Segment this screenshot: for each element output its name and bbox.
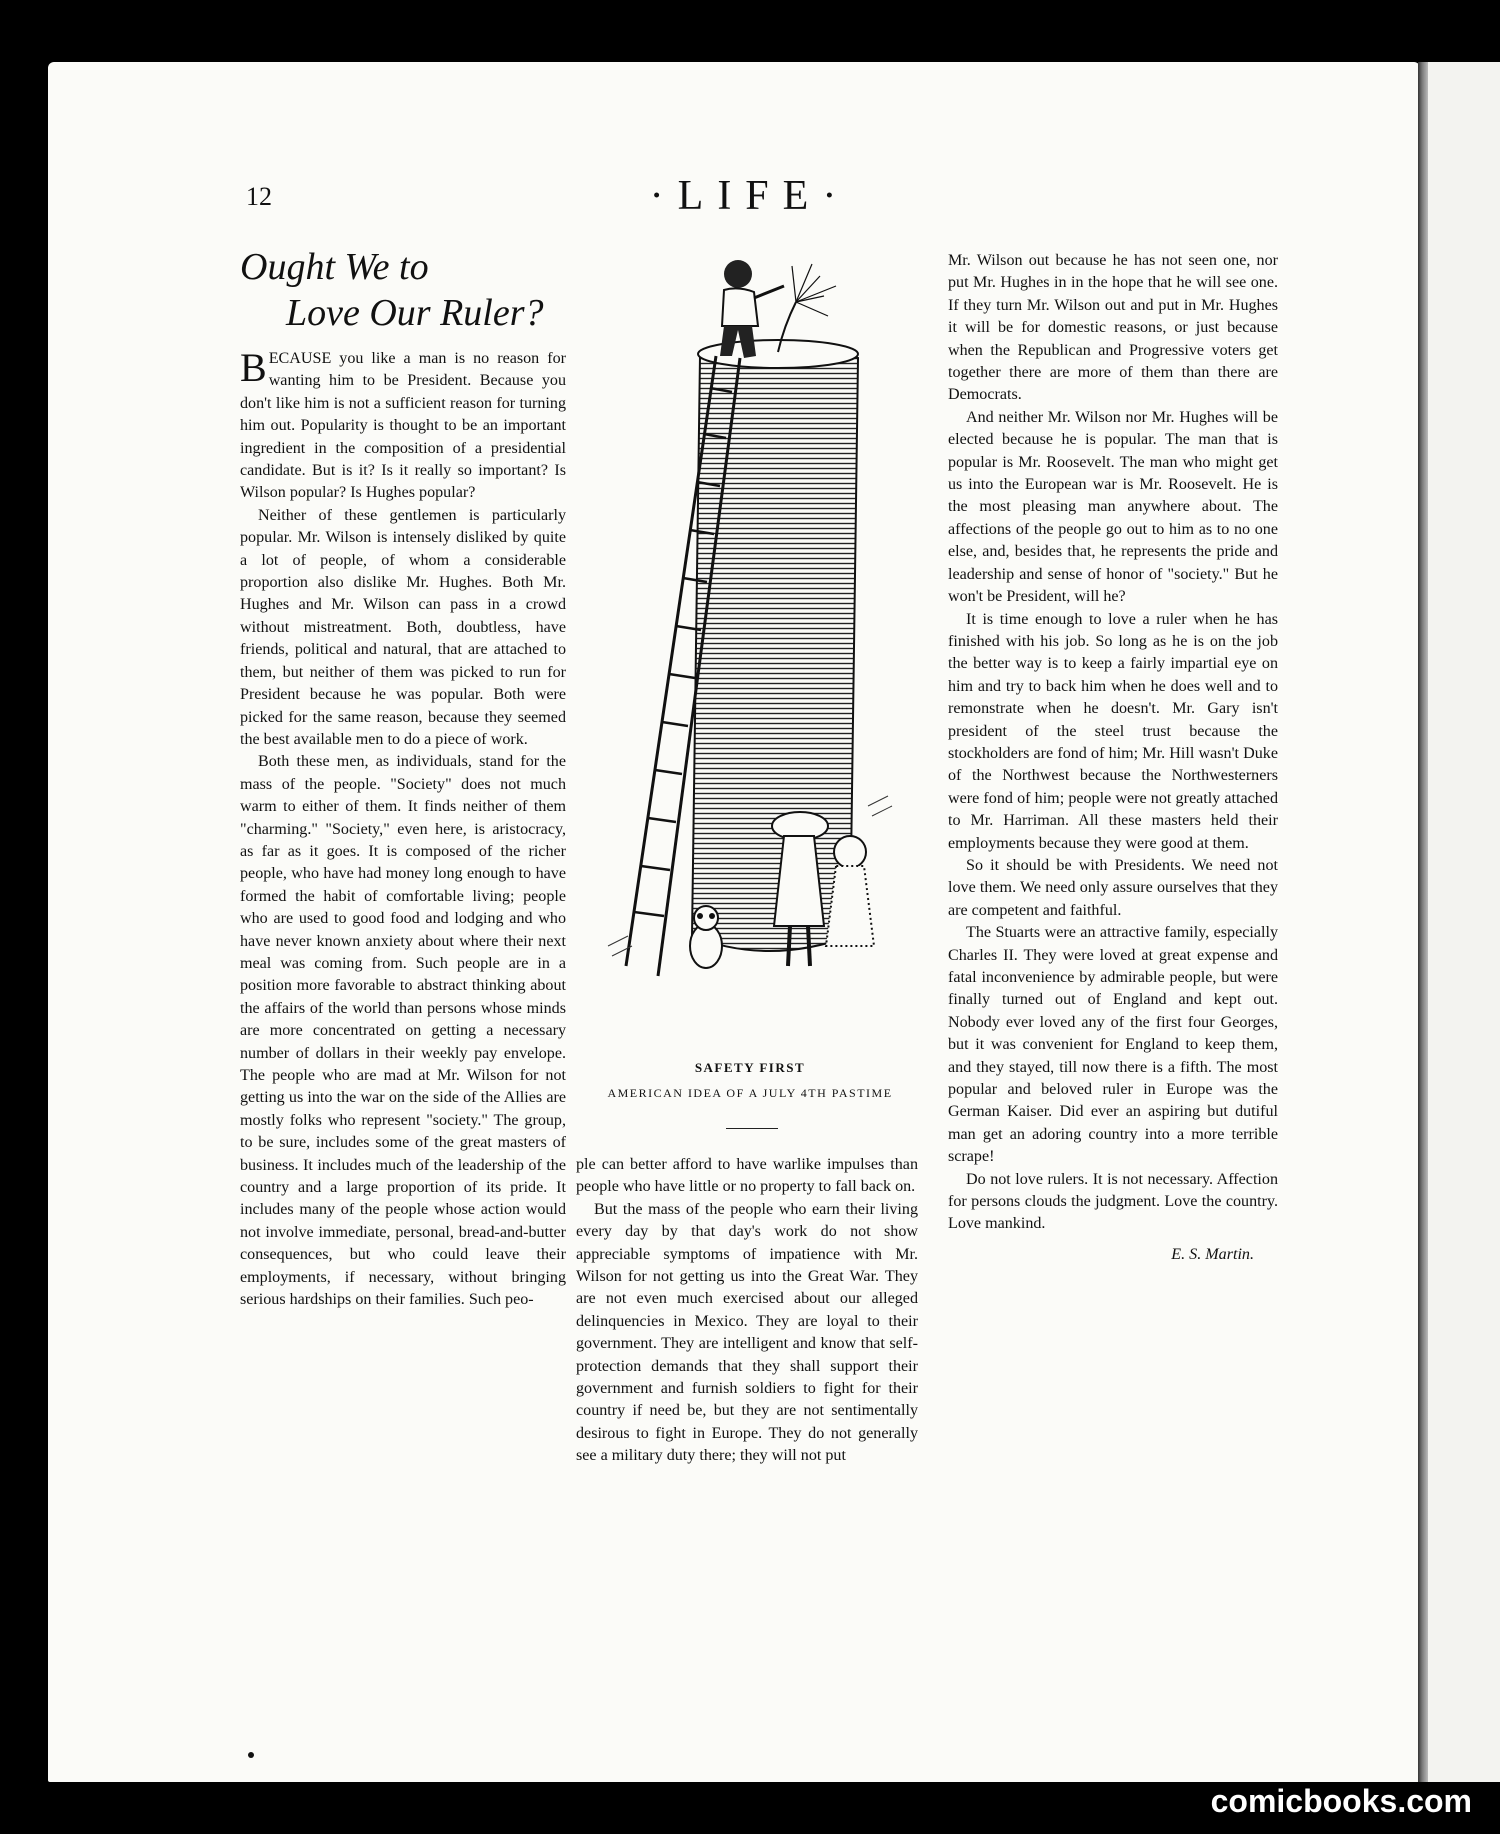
adjacent-page-edge [1428, 62, 1500, 1782]
paragraph: So it should be with Presidents. We need not love them. We need only assure ourselves that they are competent and faithful. [948, 856, 1278, 919]
article-title [240, 244, 566, 336]
column-1 [240, 244, 566, 1311]
drop-cap: B [240, 345, 267, 390]
paragraph: And neither Mr. Wilson nor Mr. Hughes will be elected because he is popular. The man that is popular is Mr. Roosevelt. The man who might get us into the European war is Mr. Roosevelt. He is the most pleasing man anywhere about. The affections of the people go out to him as to no one else, and, besides that, he represents the pride and leadership and sense of honor of "society." But he won't be President, will he? [948, 408, 1278, 606]
paragraph: But the mass of the people who earn their living every day by that day's work do not show appreciable symptoms of impatience with Mr. Wilson for not getting us into the Great War. They are not even much exercised about our alleged delinquencies in Mexico. They are loyal to their government. They are intelligent and know that self-protection demands that they shall support their government and furnish soldiers to fight for their country if need be, but they are not sentimentally desirous to fight in Europe. They do not generally see a military duty there; they will not put [576, 1200, 918, 1465]
section-rule [726, 1128, 778, 1129]
magazine-title: ·LIFE· [649, 173, 851, 219]
paragraph: It is time enough to love a ruler when he has finished with his job. So long as he is on the job the better way is to keep a fairly impartial eye on him and try to back him when he does well and to remonstrate when he doesn't. Mr. Gary isn't president of the steel trust because the stockholders are fond of him; Mr. Hill wasn't Duke of the Northwest because the Northwesterners were fond of him; people were not greatly attached to Mr. Harriman. All these masters held their employments because they were good at them. [948, 610, 1278, 852]
paragraph: Mr. Wilson out because he has not seen one, nor put Mr. Hughes in in the hope that he will see one. If they turn Mr. Wilson out and put in Mr. Hughes it will be for domestic reasons, or just because when the Republican and Progressive voters get together there are more of them than there are Democrats. [948, 252, 1278, 404]
paragraph: Do not love rulers. It is not necessary. Affection for persons clouds the judgment. Love the country. Love mankind. [948, 1170, 1278, 1233]
paragraph-text: ECAUSE you like a man is no reason for wanting him to be President. Because you don't like him is not a sufficient reason for turning him out. Popularity is thought to be an important ingredient in the composition of a presidential candidate. But is it? Is it really so important? Is Wilson popular? Is Hughes popular? [240, 350, 566, 502]
article-title-line-2: Love Our Ruler? [286, 292, 544, 334]
article-title-line-1: Ought We to [240, 246, 429, 288]
page-gutter [1418, 62, 1428, 1782]
watermark: comicbooks.com [1210, 1783, 1472, 1819]
page-number: 12 [246, 182, 272, 211]
paragraph: Both these men, as individuals, stand for the mass of the people. "Society" does not much warm to either of them. It finds neither of them "charming." "Society," even here, is aristocracy, as far as it goes. It is composed of the richer people, who have had money long enough to have formed the habit of comfortable living; people who are used to good food and lodging and who have never known anxiety about where their next meal was coming from. Such people are in a position more favorable to abstract thinking about the affairs of the world than persons whose minds are more concentrated on getting a necessary number of dollars in their weekly pay envelope. The people who are mad at Mr. Wilson for not getting us into the war on the side of the Allies are mostly folks who represent "society." The group, to be sure, includes some of the great masters of business. It includes much of the leadership of the country and a large proportion of its pride. It includes many of the people whose action would not involve immediate, personal, bread-and-butter consequences, but who could leave their employments, if necessary, without bringing serious hardships on their families. Such peo- [240, 753, 566, 1309]
paragraph [240, 345, 566, 505]
safety-first-illustration [588, 246, 908, 1026]
illustration-caption-title: SAFETY FIRST [694, 1060, 806, 1075]
paragraph: The Stuarts were an attractive family, especially Charles II. They were loved at great expense and fatal inconvenience by admirable people, but were finally turned out of England and kept out. Nobody ever loved any of the first four Georges, but it was convenient for England to keep them, and they stayed, till now there is a fifth. The most popular and beloved ruler in Europe was the German Kaiser. Did ever an aspiring but dutiful man get an adoring country into a more terrible scrape! [948, 924, 1278, 1166]
author-signature: E. S. Martin. [1171, 1245, 1254, 1263]
paragraph: ple can better afford to have warlike impulses than people who have little or no property to fall back on. [576, 1156, 918, 1196]
illustration-caption-subtitle: AMERICAN IDEA OF A JULY 4TH PASTIME [607, 1086, 893, 1100]
page-speck [248, 1752, 254, 1758]
column-2 [576, 1154, 918, 1468]
column-3 [948, 250, 1278, 1266]
paragraph: Neither of these gentlemen is particularly popular. Mr. Wilson is intensely disliked by quite a lot of people, of whom a considerable proportion also dislike Mr. Hughes. Both Mr. Hughes and Mr. Wilson can pass in a crowd without mistreatment. Both, doubtless, have friends, political and natural, that are attached to them, but neither of them was picked to run for President because he was popular. Both were picked for the same reason, because they seemed the best available men to do a piece of work. [240, 506, 566, 748]
